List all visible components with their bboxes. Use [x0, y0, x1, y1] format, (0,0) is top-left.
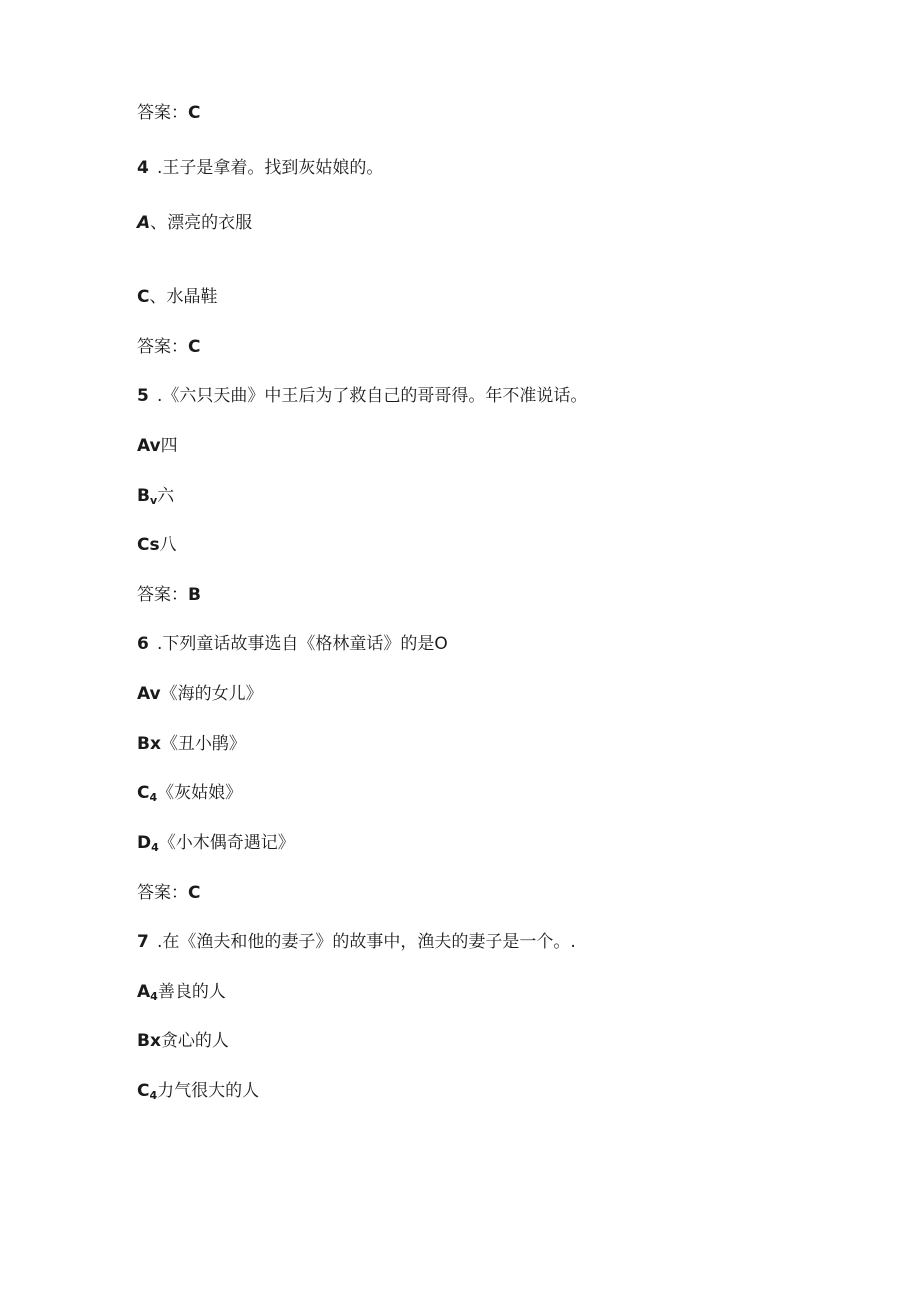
option-q6-a [137, 684, 263, 704]
question-text: .下列童话故事选自《格林童话》的是O [157, 634, 448, 654]
option-q7-a [137, 982, 226, 1007]
question-6 [137, 634, 448, 654]
option-q4-c [137, 287, 217, 307]
option-mark: v [149, 494, 158, 507]
option-letter: Bx [137, 1031, 161, 1051]
option-letter: Bx [137, 734, 161, 754]
option-letter: B [137, 486, 150, 506]
option-letter: C [137, 287, 150, 307]
option-letter: Av [137, 436, 161, 456]
option-q6-c [137, 783, 242, 808]
option-mark: 4 [149, 1089, 158, 1102]
option-q5-c [137, 535, 177, 555]
answer-label: 答案： [137, 103, 188, 123]
option-q4-a [137, 213, 252, 233]
answer-label: 答案： [137, 883, 188, 903]
answer-value: B [188, 585, 201, 605]
answer-line-q4 [137, 337, 200, 357]
option-q7-b [137, 1031, 229, 1051]
option-q7-c [137, 1081, 259, 1106]
option-text: 力气很大的人 [157, 1081, 260, 1101]
option-letter: A [137, 982, 151, 1002]
question-7 [137, 932, 576, 952]
option-q6-b [137, 734, 246, 754]
option-text: 八 [159, 535, 177, 555]
question-number: 4 [137, 158, 149, 178]
option-letter: Av [137, 684, 161, 704]
option-text: 六 [157, 486, 175, 506]
option-text: 《小木偶奇遇记》 [158, 833, 295, 853]
option-text: 《海的女儿》 [160, 684, 263, 704]
answer-line-q3 [137, 103, 200, 123]
option-q5-b [137, 486, 174, 511]
option-mark: 4 [151, 841, 159, 854]
option-text: 《灰姑娘》 [157, 783, 243, 803]
answer-line-q5 [137, 585, 201, 605]
option-text: 善良的人 [157, 982, 226, 1002]
question-text: .《六只天曲》中王后为了救自己的哥哥得。年不准说话。 [157, 386, 588, 406]
question-4 [137, 158, 383, 178]
answer-line-q6 [137, 883, 200, 903]
option-q6-d [137, 833, 295, 858]
option-mark: 4 [149, 791, 158, 804]
answer-label: 答案： [137, 585, 188, 605]
option-text: 、水晶鞋 [149, 287, 218, 307]
answer-label: 答案： [137, 337, 188, 357]
option-text: 四 [160, 436, 178, 456]
answer-value: C [188, 337, 201, 357]
option-text: 、漂亮的衣服 [150, 213, 253, 233]
option-letter: C [137, 1081, 150, 1101]
option-text: 《丑小鹃》 [160, 734, 246, 754]
option-q5-a [137, 436, 178, 456]
option-letter: A [137, 213, 151, 233]
question-text: .在《渔夫和他的妻子》的故事中，渔夫的妻子是一个。. [157, 932, 576, 952]
question-text: .王子是拿着。找到灰姑娘的。 [157, 158, 384, 178]
question-number: 7 [137, 932, 149, 952]
option-text: 贪心的人 [160, 1031, 229, 1051]
answer-value: C [188, 883, 201, 903]
question-number: 6 [137, 634, 149, 654]
question-number: 5 [137, 386, 149, 406]
option-letter: C [137, 783, 150, 803]
question-5 [137, 386, 587, 406]
option-letter: Cs [137, 535, 160, 555]
option-letter: D [137, 833, 152, 853]
option-mark: 4 [150, 990, 158, 1003]
answer-value: C [188, 103, 201, 123]
